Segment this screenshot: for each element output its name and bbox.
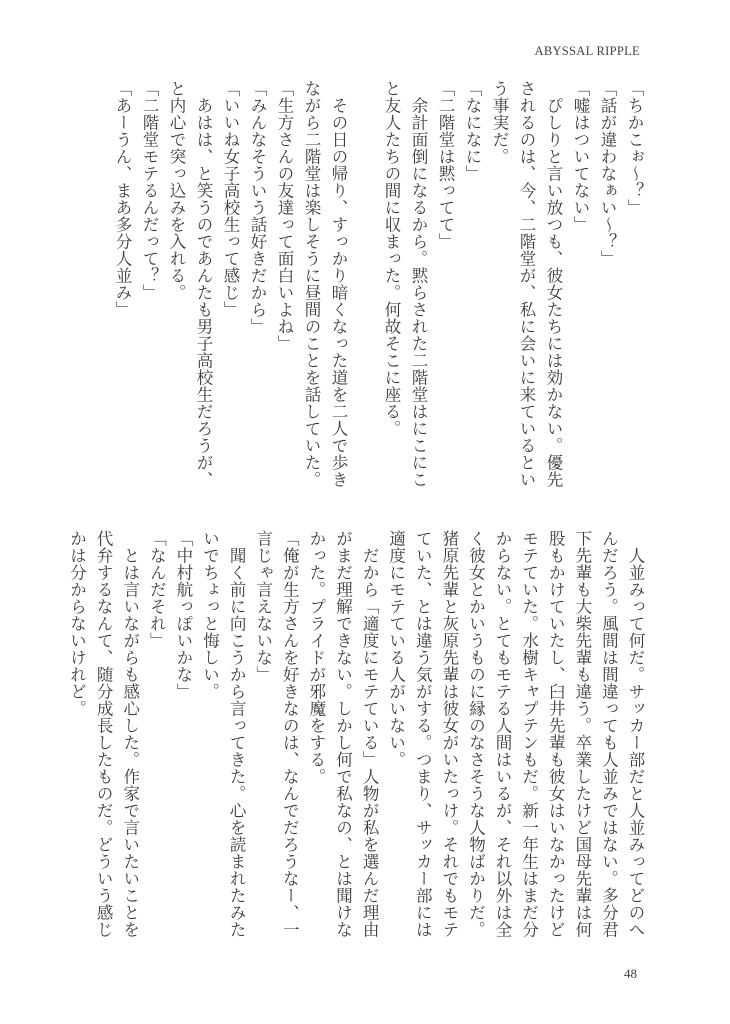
text-line: かった。プライドが邪魔をする。 — [306, 530, 326, 785]
text-line: だから「適度にモテている」人物が私を選んだ理由 — [360, 530, 380, 938]
running-header: ABYSSAL RIPPLE — [534, 44, 640, 58]
text-line: 「なになに」 — [463, 80, 482, 182]
text-line: 「生方さんの友達って面白いよね」 — [275, 80, 294, 352]
text-line: ぴしりと言い放つも、彼女たちには効かない。優先 — [544, 80, 563, 488]
text-line: 「あーうん、まあ多分人並み」 — [113, 80, 132, 318]
text-line: 下先輩も大柴先輩も違う。卒業したけど国母先輩は何 — [572, 530, 592, 938]
text-line: ながら二階堂は楽しそうに昼間のことを話していた。 — [302, 80, 321, 488]
text-line: 「嘘はついてない」 — [571, 80, 590, 233]
text-line: と内心で突っ込みを入れる。 — [167, 80, 186, 301]
text-line: されるのは、今、二階堂が、私に会いに来ているとい — [517, 80, 536, 488]
page-number: 48 — [624, 966, 637, 981]
text-line: 「なんだそれ」 — [147, 530, 167, 649]
text-line — [352, 80, 378, 500]
text-line: 余計面倒になるから。黙らされた二階堂はにこにこ — [409, 80, 428, 488]
text-line: 代弁するなんて、随分成長したものだ。どういう感じ — [94, 530, 114, 938]
text-line: 人並みって何だ。サッカー部だと人並みってどのへ — [626, 530, 645, 938]
text-line: いでちょっと悔しい。 — [200, 530, 220, 700]
text-line: モテていた。水樹キャプテンもだ。新一年生はまだ分 — [519, 530, 539, 938]
text-line: 「二階堂は黙ってて」 — [436, 80, 455, 250]
text-line: 「話が違わなぁい〜？」 — [598, 80, 617, 267]
text-block-upper — [109, 80, 648, 500]
text-line: ていた、とは違う気がする。つまり、サッカー部には — [413, 530, 433, 938]
text-line: 「中村航っぽいかな」 — [173, 530, 193, 700]
text-line: 適度にモテている人がいない。 — [386, 530, 406, 768]
text-line: う事実だ。 — [490, 80, 509, 165]
text-line: 「俺が生方さんを好きなのは、なんでだろうなー、一 — [280, 530, 300, 938]
text-line: 「いいね女子高校生って感じ」 — [221, 80, 240, 318]
text-line: かは分からないけれど。 — [67, 530, 87, 717]
text-line: 猪原先輩と灰原先輩は彼女がいたっけ。それでもモテ — [439, 530, 459, 938]
text-line: あはは、と笑うのであんたも男子高校生だろうが、 — [194, 80, 213, 488]
text-line: からない。とてもモテる人間はいるが、それ以外は全 — [493, 530, 513, 938]
text-line: 股もかけていたし、臼井先輩も彼女はいなかったけど — [546, 530, 566, 938]
text-line: く彼女とかいうものに縁のなさそうな人物ばかりだ。 — [466, 530, 486, 938]
text-line: 「二階堂モテるんだって？」 — [140, 80, 159, 301]
text-line: とは言いながらも感心した。作家で言いたいことを — [120, 530, 140, 938]
text-line: 聞く前に向こうから言ってきた。心を読まれたみた — [227, 530, 247, 938]
text-block-lower — [63, 530, 648, 950]
text-line: 「ちかこぉ〜？」 — [625, 80, 644, 216]
text-line: その日の帰り、すっかり暗くなった道を二人で歩き — [329, 80, 348, 488]
text-line: 「みんなそういう話好きだから」 — [248, 80, 267, 335]
text-line: んだろう。風間は間違っても人並みではない。多分君 — [599, 530, 619, 938]
text-line: 言じゃ言えないな」 — [253, 530, 273, 683]
text-line: がまだ理解できない。しかし何で私なの、とは聞けな — [333, 530, 353, 938]
text-line: と友人たちの間に収まった。何故そこに座る。 — [382, 80, 401, 437]
